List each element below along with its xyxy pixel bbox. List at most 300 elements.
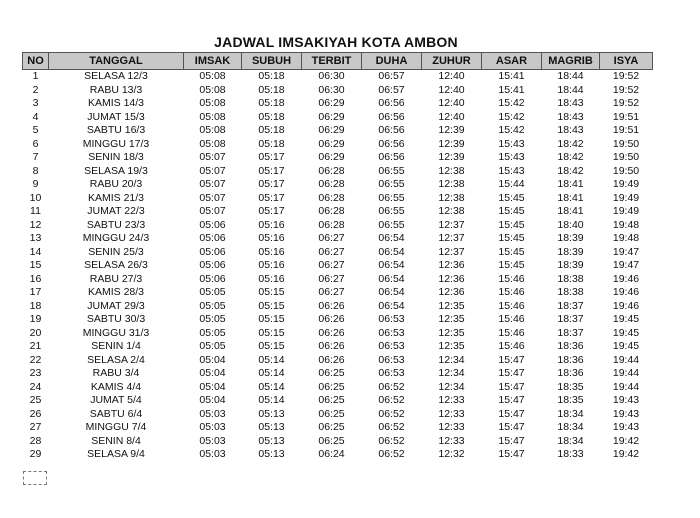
cell-zuhur: 12:37 [438,245,465,258]
cell-isya: 19:51 [612,110,640,123]
cell-isya: 19:43 [612,421,640,433]
cell-magrib: 18:44 [557,70,584,82]
table-row [23,327,653,341]
table-row [23,138,653,152]
cell-duha: 06:52 [378,434,405,447]
page-marker [23,471,47,485]
cell-tanggal: KAMIS 21/3 [87,191,145,204]
cell-tanggal: RABU 3/4 [92,367,140,379]
cell-no: 19 [29,313,42,325]
cell-terbit: 06:26 [318,353,345,366]
cell-duha: 06:55 [378,218,405,231]
cell-subuh: 05:14 [258,394,285,406]
cell-magrib: 18:36 [557,367,584,379]
table-row [23,286,653,300]
cell-magrib: 18:41 [557,205,584,217]
cell-no: 29 [29,448,42,460]
cell-zuhur: 12:39 [438,137,465,150]
cell-tanggal: SENIN 25/3 [88,245,144,258]
cell-zuhur: 12:35 [438,340,465,352]
cell-terbit: 06:28 [318,191,345,204]
table-row [23,421,653,435]
cell-zuhur: 12:38 [438,191,465,204]
cell-zuhur: 12:37 [438,218,465,231]
cell-tanggal: KAMIS 28/3 [87,286,145,298]
cell-subuh: 05:16 [258,272,285,285]
table-body [23,70,653,462]
cell-tanggal: JUMAT 5/4 [90,394,142,406]
cell-tanggal: SELASA 19/3 [84,164,148,177]
cell-subuh: 05:15 [258,286,285,298]
cell-asar: 15:46 [498,299,525,312]
cell-subuh: 05:16 [258,259,285,271]
cell-subuh: 05:17 [258,191,285,204]
cell-subuh: 05:18 [258,70,285,82]
column-header-subuh: SUBUH [242,53,302,70]
cell-no: 4 [32,110,39,123]
cell-duha: 06:53 [378,326,405,339]
cell-magrib: 18:43 [557,97,584,109]
column-header-tanggal: TANGGAL [49,53,184,70]
cell-no: 9 [32,178,39,190]
cell-duha: 06:54 [378,232,405,244]
cell-asar: 15:45 [498,259,525,271]
cell-duha: 06:52 [378,407,405,420]
cell-duha: 06:52 [378,421,405,433]
cell-imsak: 05:04 [199,380,226,393]
cell-isya: 19:51 [612,124,640,136]
cell-tanggal: MINGGU 24/3 [82,232,150,244]
cell-subuh: 05:16 [258,245,285,258]
cell-no: 5 [32,124,39,136]
cell-magrib: 18:42 [557,164,584,177]
cell-no: 21 [29,340,42,352]
cell-magrib: 18:36 [557,353,584,366]
cell-isya: 19:43 [612,394,640,406]
cell-duha: 06:53 [378,340,405,352]
cell-tanggal: SABTU 16/3 [86,124,146,136]
cell-zuhur: 12:38 [438,205,465,217]
cell-isya: 19:47 [612,259,640,271]
cell-tanggal: SABTU 30/3 [86,313,146,325]
table-row [23,205,653,219]
table-row [23,408,653,422]
cell-imsak: 05:06 [199,272,226,285]
cell-magrib: 18:34 [557,421,584,433]
cell-subuh: 05:16 [258,232,285,244]
cell-isya: 19:44 [612,353,640,366]
cell-isya: 19:52 [612,97,640,109]
cell-asar: 15:45 [498,218,525,231]
cell-magrib: 18:43 [557,110,584,123]
cell-imsak: 05:05 [199,313,226,325]
cell-no: 16 [29,272,42,285]
cell-terbit: 06:30 [318,83,345,96]
cell-asar: 15:46 [498,340,525,352]
cell-zuhur: 12:33 [438,394,465,406]
column-header-isya: ISYA [600,53,653,70]
cell-imsak: 05:04 [199,353,226,366]
cell-tanggal: SELASA 2/4 [87,353,145,366]
cell-zuhur: 12:34 [438,367,465,379]
cell-terbit: 06:26 [318,313,345,325]
cell-subuh: 05:17 [258,178,285,190]
cell-duha: 06:54 [378,286,405,298]
cell-imsak: 05:05 [199,286,226,298]
cell-imsak: 05:03 [199,448,226,460]
cell-imsak: 05:05 [199,299,226,312]
table-row [23,97,653,111]
cell-asar: 15:43 [498,164,525,177]
cell-terbit: 06:25 [318,394,345,406]
cell-duha: 06:52 [378,394,405,406]
cell-isya: 19:52 [612,70,640,82]
cell-subuh: 05:18 [258,83,285,96]
cell-magrib: 18:38 [557,286,584,298]
cell-isya: 19:50 [612,151,640,163]
cell-asar: 15:43 [498,137,525,150]
cell-magrib: 18:36 [557,340,584,352]
cell-subuh: 05:17 [258,164,285,177]
cell-tanggal: MINGGU 17/3 [82,137,150,150]
cell-no: 2 [32,83,39,96]
cell-tanggal: MINGGU 7/4 [85,421,147,433]
cell-asar: 15:44 [498,178,525,190]
table-row [23,124,653,138]
cell-magrib: 18:39 [557,259,584,271]
cell-isya: 19:45 [612,313,640,325]
cell-subuh: 05:15 [258,313,285,325]
table-row [23,435,653,449]
column-header-magrib: MAGRIB [542,53,600,70]
cell-tanggal: SABTU 6/4 [89,407,143,420]
table-row [23,232,653,246]
table-row [23,300,653,314]
cell-duha: 06:56 [378,124,405,136]
cell-tanggal: SENIN 18/3 [88,151,144,163]
cell-terbit: 06:30 [318,70,345,82]
cell-terbit: 06:27 [318,272,345,285]
cell-no: 15 [29,259,42,271]
cell-isya: 19:50 [612,164,640,177]
cell-asar: 15:42 [498,110,525,123]
cell-asar: 15:46 [498,326,525,339]
table-row [23,367,653,381]
cell-tanggal: SENIN 1/4 [91,340,141,352]
table-row [23,70,653,84]
cell-no: 22 [29,353,42,366]
cell-tanggal: SELASA 26/3 [84,259,148,271]
imsakiyah-table [22,52,653,462]
table-row [23,246,653,260]
cell-duha: 06:55 [378,178,405,190]
cell-magrib: 18:39 [557,245,584,258]
cell-terbit: 06:25 [318,434,345,447]
cell-isya: 19:45 [612,340,640,352]
cell-zuhur: 12:40 [438,97,465,109]
cell-magrib: 18:33 [557,448,584,460]
cell-imsak: 05:04 [199,394,226,406]
cell-terbit: 06:28 [318,178,345,190]
cell-subuh: 05:17 [258,151,285,163]
cell-terbit: 06:26 [318,326,345,339]
cell-subuh: 05:15 [258,299,285,312]
cell-terbit: 06:25 [318,367,345,379]
cell-isya: 19:44 [612,380,640,393]
column-header-imsak: IMSAK [184,53,242,70]
column-header-duha: DUHA [362,53,422,70]
cell-zuhur: 12:35 [438,313,465,325]
cell-imsak: 05:03 [199,407,226,420]
cell-no: 23 [29,367,42,379]
cell-tanggal: RABU 13/3 [89,83,143,96]
cell-no: 24 [29,380,42,393]
cell-zuhur: 12:34 [438,380,465,393]
cell-imsak: 05:07 [199,205,226,217]
cell-tanggal: MINGGU 31/3 [82,326,150,339]
table-row [23,259,653,273]
column-header-no: NO [23,53,49,70]
cell-terbit: 06:29 [318,124,345,136]
table-row [23,178,653,192]
cell-asar: 15:45 [498,191,525,204]
cell-no: 7 [32,151,39,163]
cell-no: 26 [29,407,42,420]
cell-magrib: 18:34 [557,434,584,447]
cell-duha: 06:54 [378,259,405,271]
cell-duha: 06:56 [378,97,405,109]
cell-zuhur: 12:40 [438,70,465,82]
cell-magrib: 18:41 [557,178,584,190]
cell-subuh: 05:15 [258,340,285,352]
cell-terbit: 06:27 [318,286,345,298]
table-row [23,394,653,408]
cell-subuh: 05:13 [258,407,285,420]
cell-asar: 15:47 [498,394,525,406]
table-row [23,448,653,462]
cell-tanggal: KAMIS 4/4 [90,380,142,393]
cell-asar: 15:47 [498,353,525,366]
cell-imsak: 05:08 [199,110,226,123]
cell-zuhur: 12:32 [438,448,465,460]
cell-asar: 15:47 [498,380,525,393]
table-row [23,273,653,287]
cell-zuhur: 12:36 [438,259,465,271]
cell-imsak: 05:07 [199,164,226,177]
cell-no: 6 [32,137,39,150]
table-row [23,219,653,233]
cell-terbit: 06:27 [318,232,345,244]
cell-imsak: 05:06 [199,218,226,231]
cell-zuhur: 12:33 [438,434,465,447]
cell-imsak: 05:05 [199,326,226,339]
cell-tanggal: JUMAT 29/3 [87,299,145,312]
cell-asar: 15:41 [498,83,525,96]
cell-duha: 06:54 [378,299,405,312]
table-row [23,111,653,125]
cell-asar: 15:46 [498,286,525,298]
cell-imsak: 05:03 [199,434,226,447]
cell-isya: 19:50 [612,137,640,150]
cell-isya: 19:47 [612,245,640,258]
table-row [23,313,653,327]
cell-magrib: 18:44 [557,83,584,96]
cell-duha: 06:56 [378,137,405,150]
cell-zuhur: 12:38 [438,178,465,190]
cell-magrib: 18:37 [557,313,584,325]
cell-magrib: 18:39 [557,232,584,244]
cell-imsak: 05:06 [199,259,226,271]
cell-no: 8 [32,164,39,177]
cell-imsak: 05:08 [199,137,226,150]
cell-terbit: 06:24 [318,448,345,460]
cell-duha: 06:55 [378,164,405,177]
cell-terbit: 06:26 [318,340,345,352]
cell-subuh: 05:14 [258,380,285,393]
cell-asar: 15:47 [498,407,525,420]
cell-zuhur: 12:37 [438,232,465,244]
cell-magrib: 18:37 [557,326,584,339]
cell-asar: 15:47 [498,434,525,447]
cell-no: 1 [32,70,39,82]
cell-asar: 15:42 [498,97,525,109]
cell-no: 25 [29,394,42,406]
cell-isya: 19:49 [612,178,640,190]
cell-subuh: 05:13 [258,448,285,460]
cell-duha: 06:56 [378,151,405,163]
cell-isya: 19:49 [612,191,640,204]
column-header-zuhur: ZUHUR [422,53,482,70]
cell-imsak: 05:05 [199,340,226,352]
cell-imsak: 05:06 [199,245,226,258]
cell-terbit: 06:29 [318,110,345,123]
cell-asar: 15:46 [498,272,525,285]
cell-no: 11 [30,205,41,217]
cell-terbit: 06:26 [318,299,345,312]
cell-tanggal: KAMIS 14/3 [87,97,145,109]
cell-isya: 19:48 [612,232,640,244]
cell-tanggal: SELASA 12/3 [84,70,148,82]
cell-subuh: 05:17 [258,205,285,217]
cell-asar: 15:45 [498,205,525,217]
cell-subuh: 05:18 [258,110,285,123]
cell-zuhur: 12:35 [438,326,465,339]
cell-terbit: 06:25 [318,380,345,393]
table-row [23,192,653,206]
cell-zuhur: 12:38 [438,164,465,177]
cell-terbit: 06:27 [318,259,345,271]
cell-zuhur: 12:39 [438,124,465,136]
cell-duha: 06:53 [378,367,405,379]
cell-isya: 19:46 [612,272,640,285]
cell-terbit: 06:27 [318,245,345,258]
cell-duha: 06:53 [378,313,405,325]
table-header-row [23,53,653,70]
cell-tanggal: RABU 27/3 [89,272,143,285]
cell-asar: 15:41 [498,70,525,82]
cell-isya: 19:46 [612,299,640,312]
cell-imsak: 05:07 [199,178,226,190]
cell-no: 14 [29,245,42,258]
cell-subuh: 05:18 [258,124,285,136]
cell-isya: 19:52 [612,83,640,96]
cell-terbit: 06:28 [318,164,345,177]
cell-asar: 15:42 [498,124,525,136]
cell-terbit: 06:28 [318,218,345,231]
cell-no: 18 [29,299,42,312]
cell-terbit: 06:25 [318,407,345,420]
cell-zuhur: 12:33 [438,407,465,420]
cell-magrib: 18:43 [557,124,584,136]
cell-zuhur: 12:35 [438,299,465,312]
cell-asar: 15:47 [498,421,525,433]
cell-magrib: 18:34 [557,407,584,420]
cell-isya: 19:49 [612,205,640,217]
cell-imsak: 05:08 [199,83,226,96]
cell-asar: 15:46 [498,313,525,325]
cell-duha: 06:52 [378,380,405,393]
cell-asar: 15:45 [498,232,525,244]
cell-duha: 06:56 [378,110,405,123]
cell-zuhur: 12:36 [438,286,465,298]
cell-terbit: 06:29 [318,151,345,163]
cell-subuh: 05:16 [258,218,285,231]
cell-no: 17 [29,286,42,298]
cell-subuh: 05:15 [258,326,285,339]
cell-magrib: 18:38 [557,272,584,285]
cell-subuh: 05:18 [258,97,285,109]
cell-terbit: 06:29 [318,137,345,150]
cell-no: 10 [29,191,42,204]
table-row [23,340,653,354]
cell-duha: 06:54 [378,245,405,258]
cell-duha: 06:52 [378,448,405,460]
cell-magrib: 18:35 [557,394,584,406]
cell-tanggal: JUMAT 22/3 [87,205,145,217]
cell-tanggal: SELASA 9/4 [87,448,145,460]
cell-imsak: 05:07 [199,191,226,204]
cell-no: 12 [29,218,42,231]
cell-duha: 06:55 [378,191,405,204]
cell-asar: 15:43 [498,151,525,163]
table-row [23,165,653,179]
cell-no: 27 [29,421,42,433]
cell-tanggal: SENIN 8/4 [91,434,141,447]
table-row [23,354,653,368]
cell-magrib: 18:41 [557,191,584,204]
cell-magrib: 18:42 [557,137,584,150]
cell-no: 20 [29,326,42,339]
cell-no: 3 [32,97,39,109]
cell-no: 13 [29,232,42,244]
cell-no: 28 [29,434,42,447]
cell-asar: 15:47 [498,448,525,460]
cell-isya: 19:43 [612,407,640,420]
cell-tanggal: SABTU 23/3 [86,218,146,231]
cell-terbit: 06:29 [318,97,345,109]
column-header-asar: ASAR [482,53,542,70]
cell-subuh: 05:14 [258,367,285,379]
cell-isya: 19:44 [612,367,640,379]
cell-zuhur: 12:39 [438,151,465,163]
cell-duha: 06:57 [378,83,405,96]
cell-magrib: 18:42 [557,151,584,163]
cell-isya: 19:42 [612,448,640,460]
cell-imsak: 05:07 [199,151,226,163]
cell-zuhur: 12:40 [438,110,465,123]
cell-isya: 19:46 [612,286,640,298]
cell-duha: 06:55 [378,205,405,217]
